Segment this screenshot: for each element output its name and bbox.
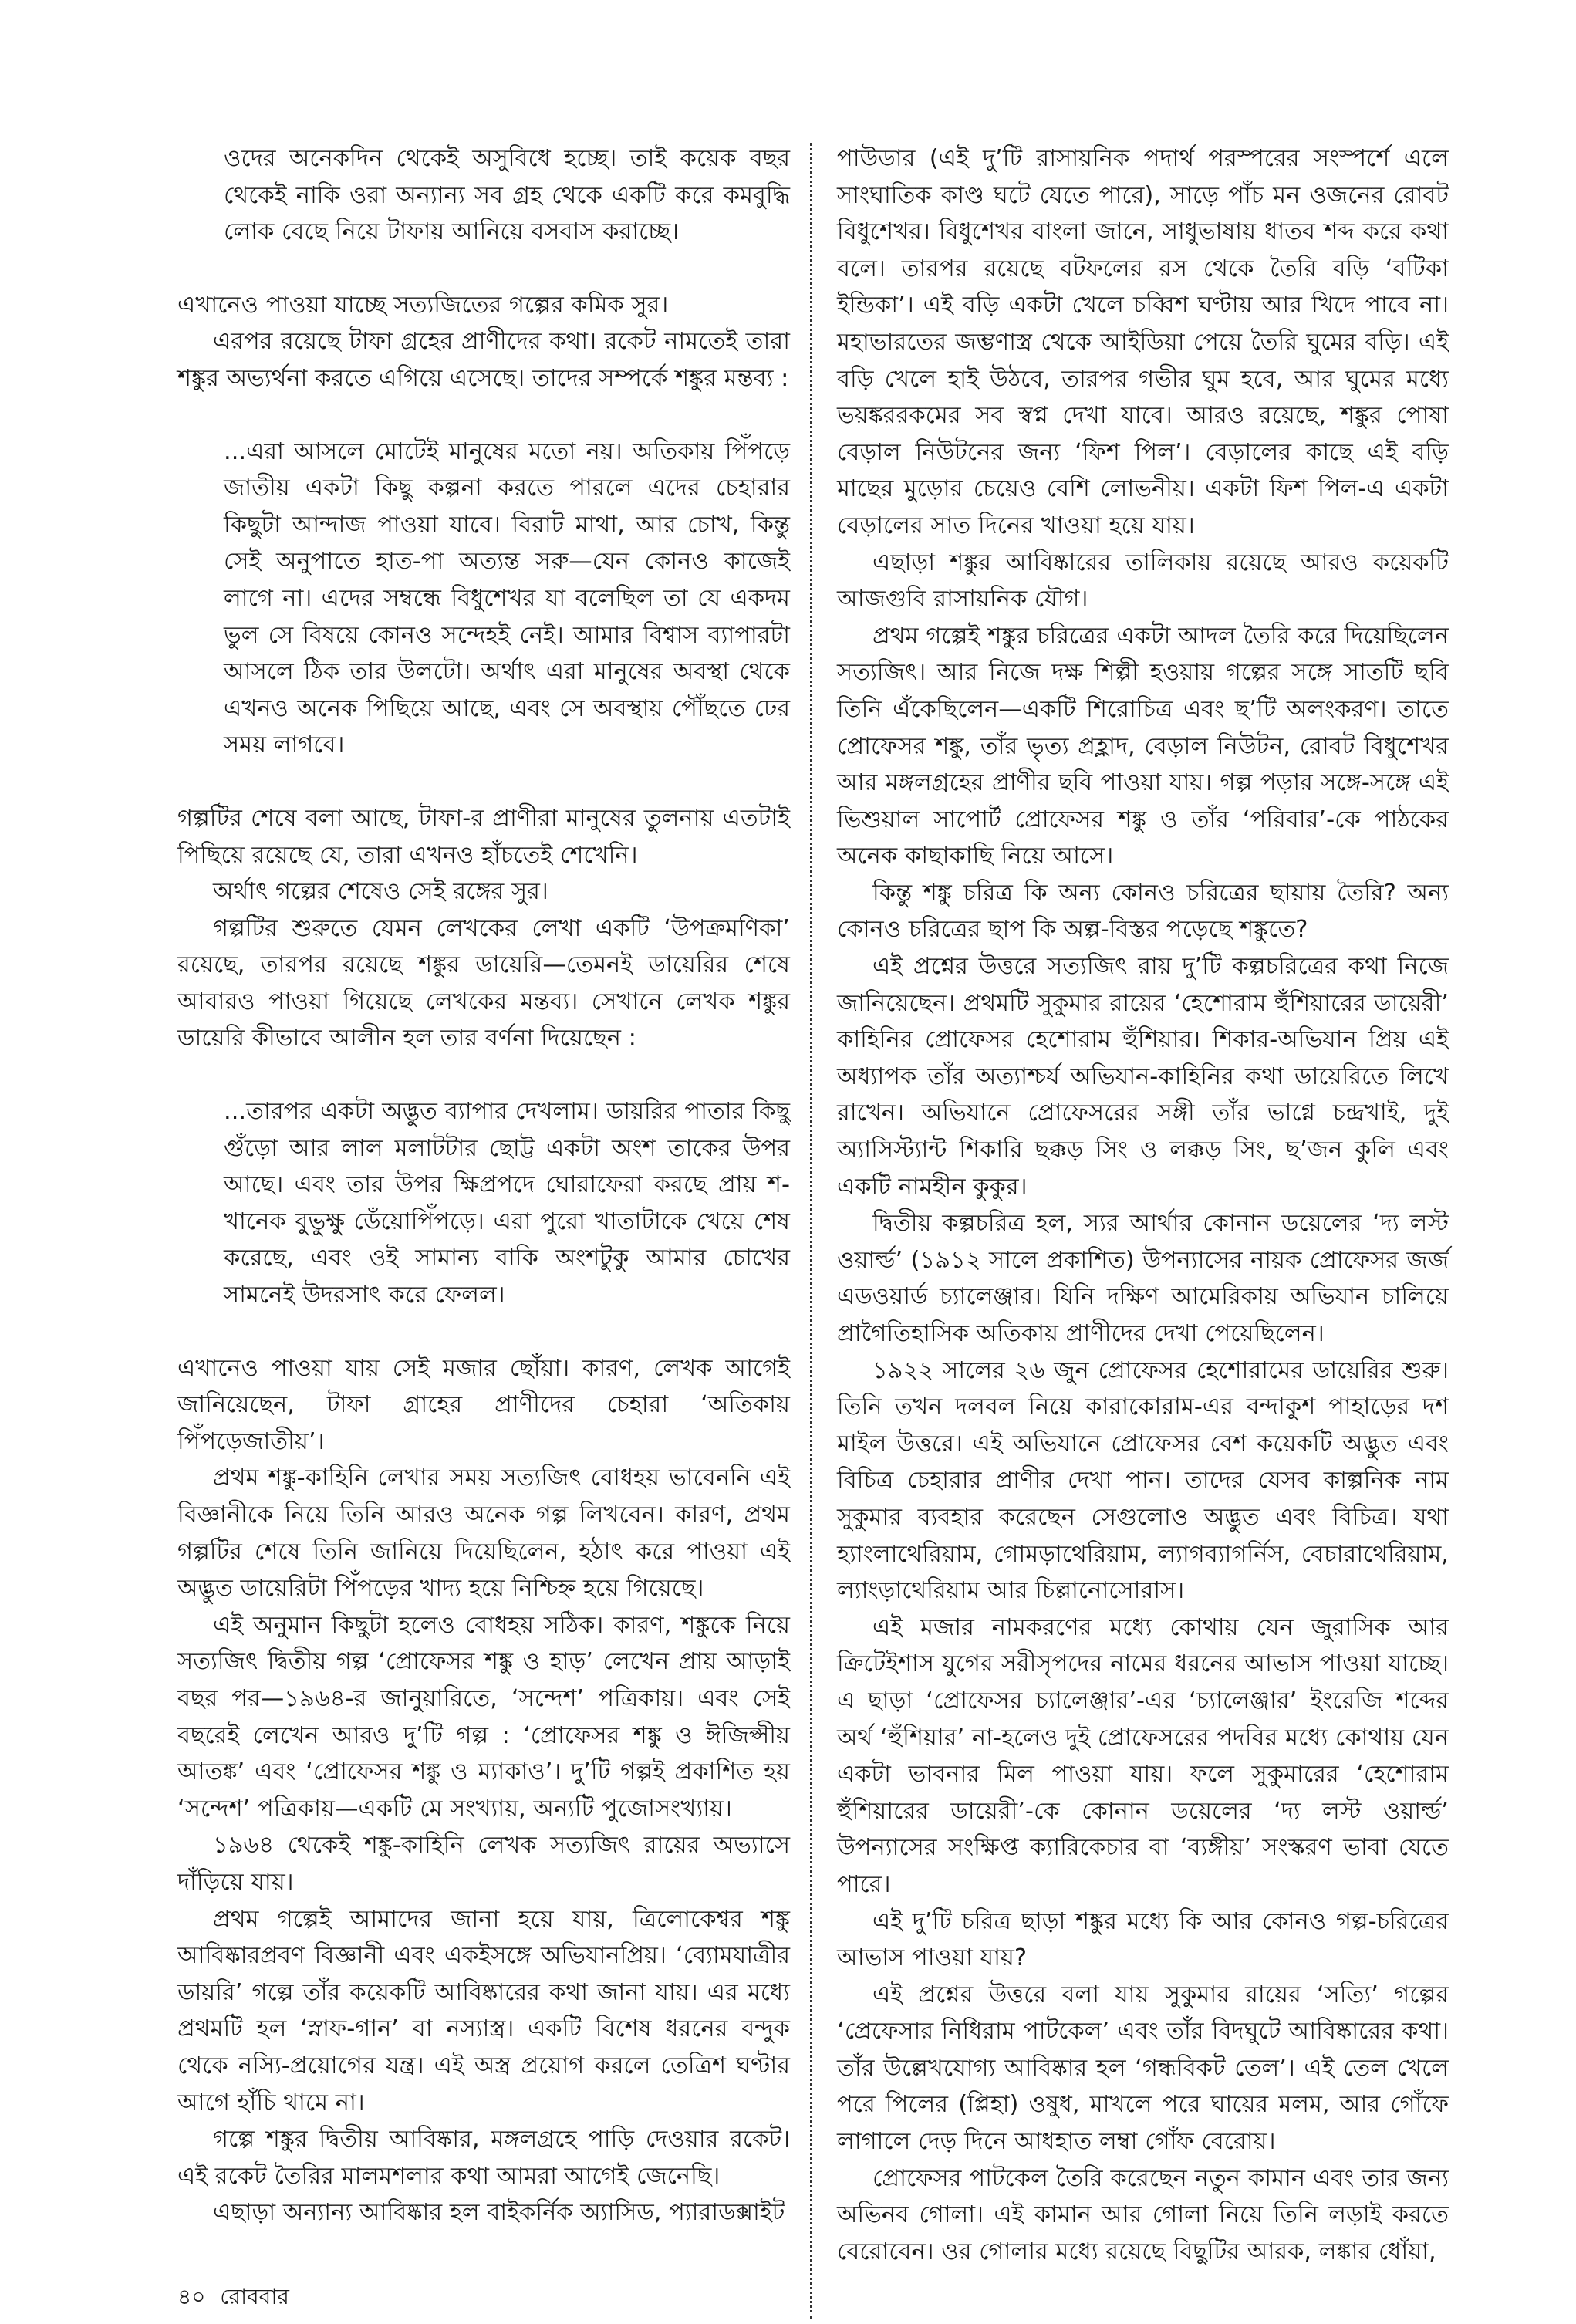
body-paragraph: এছাড়া শঙ্কুর আবিষ্কারের তালিকায় রয়েছে আরও কয়েকটি আজগুবি রাসায়নিক যৌগ।	[837, 549, 1449, 613]
body-paragraph: প্রথম গল্পেই আমাদের জানা হয়ে যায়, ত্রিলোকেশ্বর শঙ্কু আবিষ্কারপ্রবণ বিজ্ঞানী এবং একইসঙ্গে অভিযানপ্রিয়। ‘ব্যোমযাত্রীর ডায়রি’ গল্পে তাঁর কয়েকটি আবিষ্কারের কথা জানা যায়। এর মধ্যে প্রথমটি হল ‘স্নাফ-গান’ বা নস্যাস্ত্র। একটি বিশেষ ধরনের বন্দুক থেকে নস্যি-প্রয়োগের যন্ত্র। এই অস্ত্র প্রয়োগ করলে তেত্রিশ ঘণ্টার আগে হাঁচি থামে না।	[177, 1905, 790, 2116]
body-paragraph: এরপর রয়েছে টাফা গ্রহের প্রাণীদের কথা। রকেট নামতেই তারা শঙ্কুর অভ্যর্থনা করতে এগিয়ে এসেছে। তাদের সম্পর্কে শঙ্কুর মন্তব্য :	[177, 328, 790, 392]
body-paragraph: দ্বিতীয় কল্পচরিত্র হল, স্যর আর্থার কোনান ডয়েলের ‘দ্য লস্ট ওয়ার্ল্ড’ (১৯১২ সালে প্রকাশিত) উপন্যাসের নায়ক প্রোফেসর জর্জ এডওয়ার্ড চ্যালেঞ্জার। যিনি দক্ষিণ আমেরিকায় অভিযান চালিয়ে প্রাগৈতিহাসিক অতিকায় প্রাণীদের দেখা পেয়েছিলেন।	[837, 1210, 1449, 1347]
body-paragraph: এছাড়া অন্যান্য আবিষ্কার হল বাইকর্নিক অ্যাসিড, প্যারাডক্সাইট	[213, 2199, 785, 2227]
magazine-name: রোববার	[220, 2284, 289, 2309]
body-paragraph: এই প্রশ্নের উত্তরে বলা যায় সুকুমার রায়ের ‘সত্যি’ গল্পের ‘প্রেফেসার নিধিরাম পাটকেল’ এবং তাঁর বিদঘুটে আবিষ্কারের কথা। তাঁর উল্লেখযোগ্য আবিষ্কার হল ‘গন্ধবিকট তেল’। এই তেল খেলে পরে পিলের (প্লিহা) ওষুধ, মাখলে পরে ঘায়ের মলম, আর গোঁফে লাগালে দেড় দিনে আধহাত লম্বা গোঁফ বেরোয়।	[837, 1981, 1449, 2156]
body-paragraph: এই মজার নামকরণের মধ্যে কোথায় যেন জুরাসিক আর ক্রিটেইশাস যুগের সরীসৃপদের নামের ধরনের আভাস পাওয়া যাচ্ছে। এ ছাড়া ‘প্রোফেসর চ্যালেঞ্জার’-এর ‘চ্যালেঞ্জার’ ইংরেজি শব্দের অর্থ ‘হুঁশিয়ার’ না-হলেও দুই প্রোফেসরের পদবির মধ্যে কোথায় যেন একটা ভাবনার মিল পাওয়া যায়। ফলে সুকুমারের ‘হেশোরাম হুঁশিয়ারের ডায়েরী’-কে কোনান ডয়েলের ‘দ্য লস্ট ওয়ার্ল্ড’ উপন্যাসের সংক্ষিপ্ত ক্যারিকেচার বা ‘ব্যঙ্গীয়’ সংস্করণ ভাবা যেতে পারে।	[837, 1613, 1449, 1898]
page-footer	[177, 2280, 297, 2316]
body-paragraph: ১৯৬৪ থেকেই শঙ্কু-কাহিনি লেখক সত্যজিৎ রায়ের অভ্যাসে দাঁড়িয়ে যায়।	[177, 1832, 790, 1896]
body-paragraph: কিন্তু শঙ্কু চরিত্র কি অন্য কোনও চরিত্রের ছায়ায় তৈরি? অন্য কোনও চরিত্রের ছাপ কি অল্প-বিস্তর পড়েছে শঙ্কুতে?	[837, 879, 1449, 944]
page-number: ৪০	[177, 2284, 206, 2309]
body-paragraph: গল্পটির শুরুতে যেমন লেখকের লেখা একটি ‘উপক্রমণিকা’ রয়েছে, তারপর রয়েছে শঙ্কুর ডায়েরি—তেমনই ডায়েরির শেষে আবারও পাওয়া গিয়েছে লেখকের মন্তব্য। সেখানে লেখক শঙ্কুর ডায়েরি কীভাবে আলীন হল তার বর্ণনা দিয়েছেন :	[177, 914, 790, 1052]
right-column	[837, 140, 1449, 2270]
body-paragraph: এই দু’টি চরিত্র ছাড়া শঙ্কুর মধ্যে কি আর কোনও গল্প-চরিত্রের আভাস পাওয়া যায়?	[837, 1907, 1449, 1972]
body-paragraph: এখানেও পাওয়া যাচ্ছে সত্যজিতের গল্পের কমিক সুর।	[177, 291, 669, 319]
quote-paragraph: ...তারপর একটা অদ্ভুত ব্যাপার দেখলাম। ডায়রির পাতার কিছু গুঁড়ো আর লাল মলাটটার ছোট্ট একটা অংশ তাকের উপর আছে। এবং তার উপর ক্ষিপ্রপদে ঘোরাফেরা করছে প্রায় শ-খানেক বুভুক্ষু ডেঁয়োপিঁপড়ে। এরা পুরো খাতাটাকে খেয়ে শেষ করেছে, এবং ওই সামান্য বাকি অংশটুকু আমার চোখের সামনেই উদরসাৎ করে ফেলল।	[224, 1098, 790, 1309]
body-paragraph: অর্থাৎ গল্পের শেষেও সেই রঙ্গের সুর।	[213, 878, 548, 906]
body-paragraph: গল্পে শঙ্কুর দ্বিতীয় আবিষ্কার, মঙ্গলগ্রহে পাড়ি দেওয়ার রকেট। এই রকেট তৈরির মালমশলার কথা আমরা আগেই জেনেছি।	[177, 2126, 790, 2190]
quote-paragraph: ...এরা আসলে মোটেই মানুষের মতো নয়। অতিকায় পিঁপড়ে জাতীয় একটা কিছু কল্পনা করতে পারলে এদের চেহারার কিছুটা আন্দাজ পাওয়া যাবে। বিরাট মাথা, আর চোখ, কিন্তু সেই অনুপাতে হাত-পা অত্যন্ত সরু—যেন কোনও কাজেই লাগে না। এদের সম্বন্ধে বিধুশেখর যা বলেছিল তা যে একদম ভুল সে বিষয়ে কোনও সন্দেহই নেই। আমার বিশ্বাস ব্যাপারটা আসলে ঠিক তার উলটো। অর্থাৎ এরা মানুষের অবস্থা থেকে এখনও অনেক পিছিয়ে আছে, এবং সে অবস্থায় পৌঁছতে ঢের সময় লাগবে।	[224, 437, 790, 759]
body-paragraph: পাউডার (এই দু’টি রাসায়নিক পদার্থ পরস্পরের সংস্পর্শে এলে সাংঘাতিক কাণ্ড ঘটে যেতে পারে), সাড়ে পাঁচ মন ওজনের রোবট বিধুশেখর। বিধুশেখর বাংলা জানে, সাধুভাষায় ধাতব শব্দ করে কথা বলে। তারপর রয়েছে বটফলের রস থেকে তৈরি বড়ি ‘বটিকা ইন্ডিকা’। এই বড়ি একটা খেলে চব্বিশ ঘণ্টায় আর খিদে পাবে না। মহাভারতের জম্ভণাস্ত্র থেকে আইডিয়া পেয়ে তৈরি ঘুমের বড়ি। এই বড়ি খেলে হাই উঠবে, তারপর গভীর ঘুম হবে, আর ঘুমের মধ্যে ভয়ঙ্কররকমের সব স্বপ্ন দেখা যাবে। আরও রয়েছে, শঙ্কুর পোষা বেড়াল নিউটনের জন্য ‘ফিশ পিল’। বেড়ালের কাছে এই বড়ি মাছের মুড়োর চেয়েও বেশি লোভনীয়। একটা ফিশ পিল-এ একটা বেড়ালের সাত দিনের খাওয়া হয়ে যায়।	[837, 145, 1449, 539]
left-column	[177, 140, 790, 2231]
body-paragraph: এখানেও পাওয়া যায় সেই মজার ছোঁয়া। কারণ, লেখক আগেই জানিয়েছেন, টাফা গ্রাহের প্রাণীদের চেহারা ‘অতিকায় পিঁপড়েজাতীয়’।	[177, 1354, 790, 1455]
body-paragraph: এই অনুমান কিছুটা হলেও বোধহয় সঠিক। কারণ, শঙ্কুকে নিয়ে সত্যজিৎ দ্বিতীয় গল্প ‘প্রোফেসর শঙ্কু ও হাড়’ লেখেন প্রায় আড়াই বছর পর—১৯৬৪-র জানুয়ারিতে, ‘সন্দেশ’ পত্রিকায়। এবং সেই বছরেই লেখেন আরও দু’টি গল্প : ‘প্রোফেসর শঙ্কু ও ঈজিপ্সীয় আতঙ্ক’ এবং ‘প্রোফেসর শঙ্কু ও ম্যাকাও’। দু’টি গল্পই প্রকাশিত হয় ‘সন্দেশ’ পত্রিকায়—একটি মে সংখ্যায়, অন্যটি পুজোসংখ্যায়।	[177, 1611, 790, 1822]
quote-paragraph: ওদের অনেকদিন থেকেই অসুবিধে হচ্ছে। তাই কয়েক বছর থেকেই নাকি ওরা অন্যান্য সব গ্রহ থেকে একটি করে কমবুদ্ধি লোক বেছে নিয়ে টাফায় আনিয়ে বসবাস করাচ্ছে।	[224, 145, 790, 246]
body-paragraph: এই প্রশ্নের উত্তরে সত্যজিৎ রায় দু’টি কল্পচরিত্রের কথা নিজে জানিয়েছেন। প্রথমটি সুকুমার রায়ের ‘হেশোরাম হুঁশিয়ারের ডায়েরী’ কাহিনির প্রোফেসর হেশোরাম হুঁশিয়ার। শিকার-অভিযান প্রিয় এই অধ্যাপক তাঁর অত্যাশ্চর্য অভিযান-কাহিনির কথা ডায়েরিতে লিখে রাখেন। অভিযানে প্রোফেসরের সঙ্গী তাঁর ভাগ্নে চন্দ্রখাই, দুই অ্যাসিস্ট্যান্ট শিকারি ছক্কড় সিং ও লক্কড় সিং, ছ’জন কুলি এবং একটি নামহীন কুকুর।	[837, 953, 1449, 1201]
column-divider	[810, 143, 812, 2319]
body-paragraph: ১৯২২ সালের ২৬ জুন প্রোফেসর হেশোরামের ডায়েরির শুরু। তিনি তখন দলবল নিয়ে কারাকোরাম-এর বন্দাকুশ পাহাড়ের দশ মাইল উত্তরে। এই অভিযানে প্রোফেসর বেশ কয়েকটি অদ্ভুত এবং বিচিত্র চেহারার প্রাণীর দেখা পান। তাদের যেসব কাল্পনিক নাম সুকুমার ব্যবহার করেছেন সেগুলোও অদ্ভুত এবং বিচিত্র। যথা হ্যাংলাথেরিয়াম, গোমড়াথেরিয়াম, ল্যাগব্যাগর্নিস, বেচারাথেরিয়াম, ল্যাংড়াথেরিয়াম আর চিল্লানোসোরাস।	[837, 1356, 1449, 1605]
body-paragraph: প্রথম শঙ্কু-কাহিনি লেখার সময় সত্যজিৎ বোধহয় ভাবেননি এই বিজ্ঞানীকে নিয়ে তিনি আরও অনেক গল্প লিখবেন। কারণ, প্রথম গল্পটির শেষে তিনি জানিয়ে দিয়েছিলেন, হঠাৎ করে পাওয়া এই অদ্ভুত ডায়েরিটা পিঁপড়ের খাদ্য হয়ে নিশ্চিহ্ন হয়ে গিয়েছে।	[177, 1464, 790, 1603]
body-paragraph: গল্পটির শেষে বলা আছে, টাফা-র প্রাণীরা মানুষের তুলনায় এতটাই পিছিয়ে রয়েছে যে, তারা এখনও হাঁচতেই শেখেনি।	[177, 804, 790, 869]
body-paragraph: প্রোফেসর পাটকেল তৈরি করেছেন নতুন কামান এবং তার জন্য অভিনব গোলা। এই কামান আর গোলা নিয়ে তিনি লড়াই করতে বেরোবেন। ওর গোলার মধ্যে রয়েছে বিছুটির আরক, লঙ্কার ধোঁয়া,	[837, 2164, 1449, 2265]
body-paragraph: প্রথম গল্পেই শঙ্কুর চরিত্রের একটা আদল তৈরি করে দিয়েছিলেন সত্যজিৎ। আর নিজে দক্ষ শিল্পী হওয়ায় গল্পের সঙ্গে সাতটি ছবি তিনি এঁকেছিলেন—একটি শিরোচিত্র এবং ছ’টি অলংকরণ। তাতে প্রোফেসর শঙ্কু, তাঁর ভৃত্য প্রহ্লাদ, বেড়াল নিউটন, রোবট বিধুশেখর আর মঙ্গলগ্রহের প্রাণীর ছবি পাওয়া যায়। গল্প পড়ার সঙ্গে-সঙ্গে এই ভিশুয়াল সাপোর্ট প্রোফেসর শঙ্কু ও তাঁর ‘পরিবার’-কে পাঠকের অনেক কাছাকাছি নিয়ে আসে।	[837, 622, 1449, 870]
